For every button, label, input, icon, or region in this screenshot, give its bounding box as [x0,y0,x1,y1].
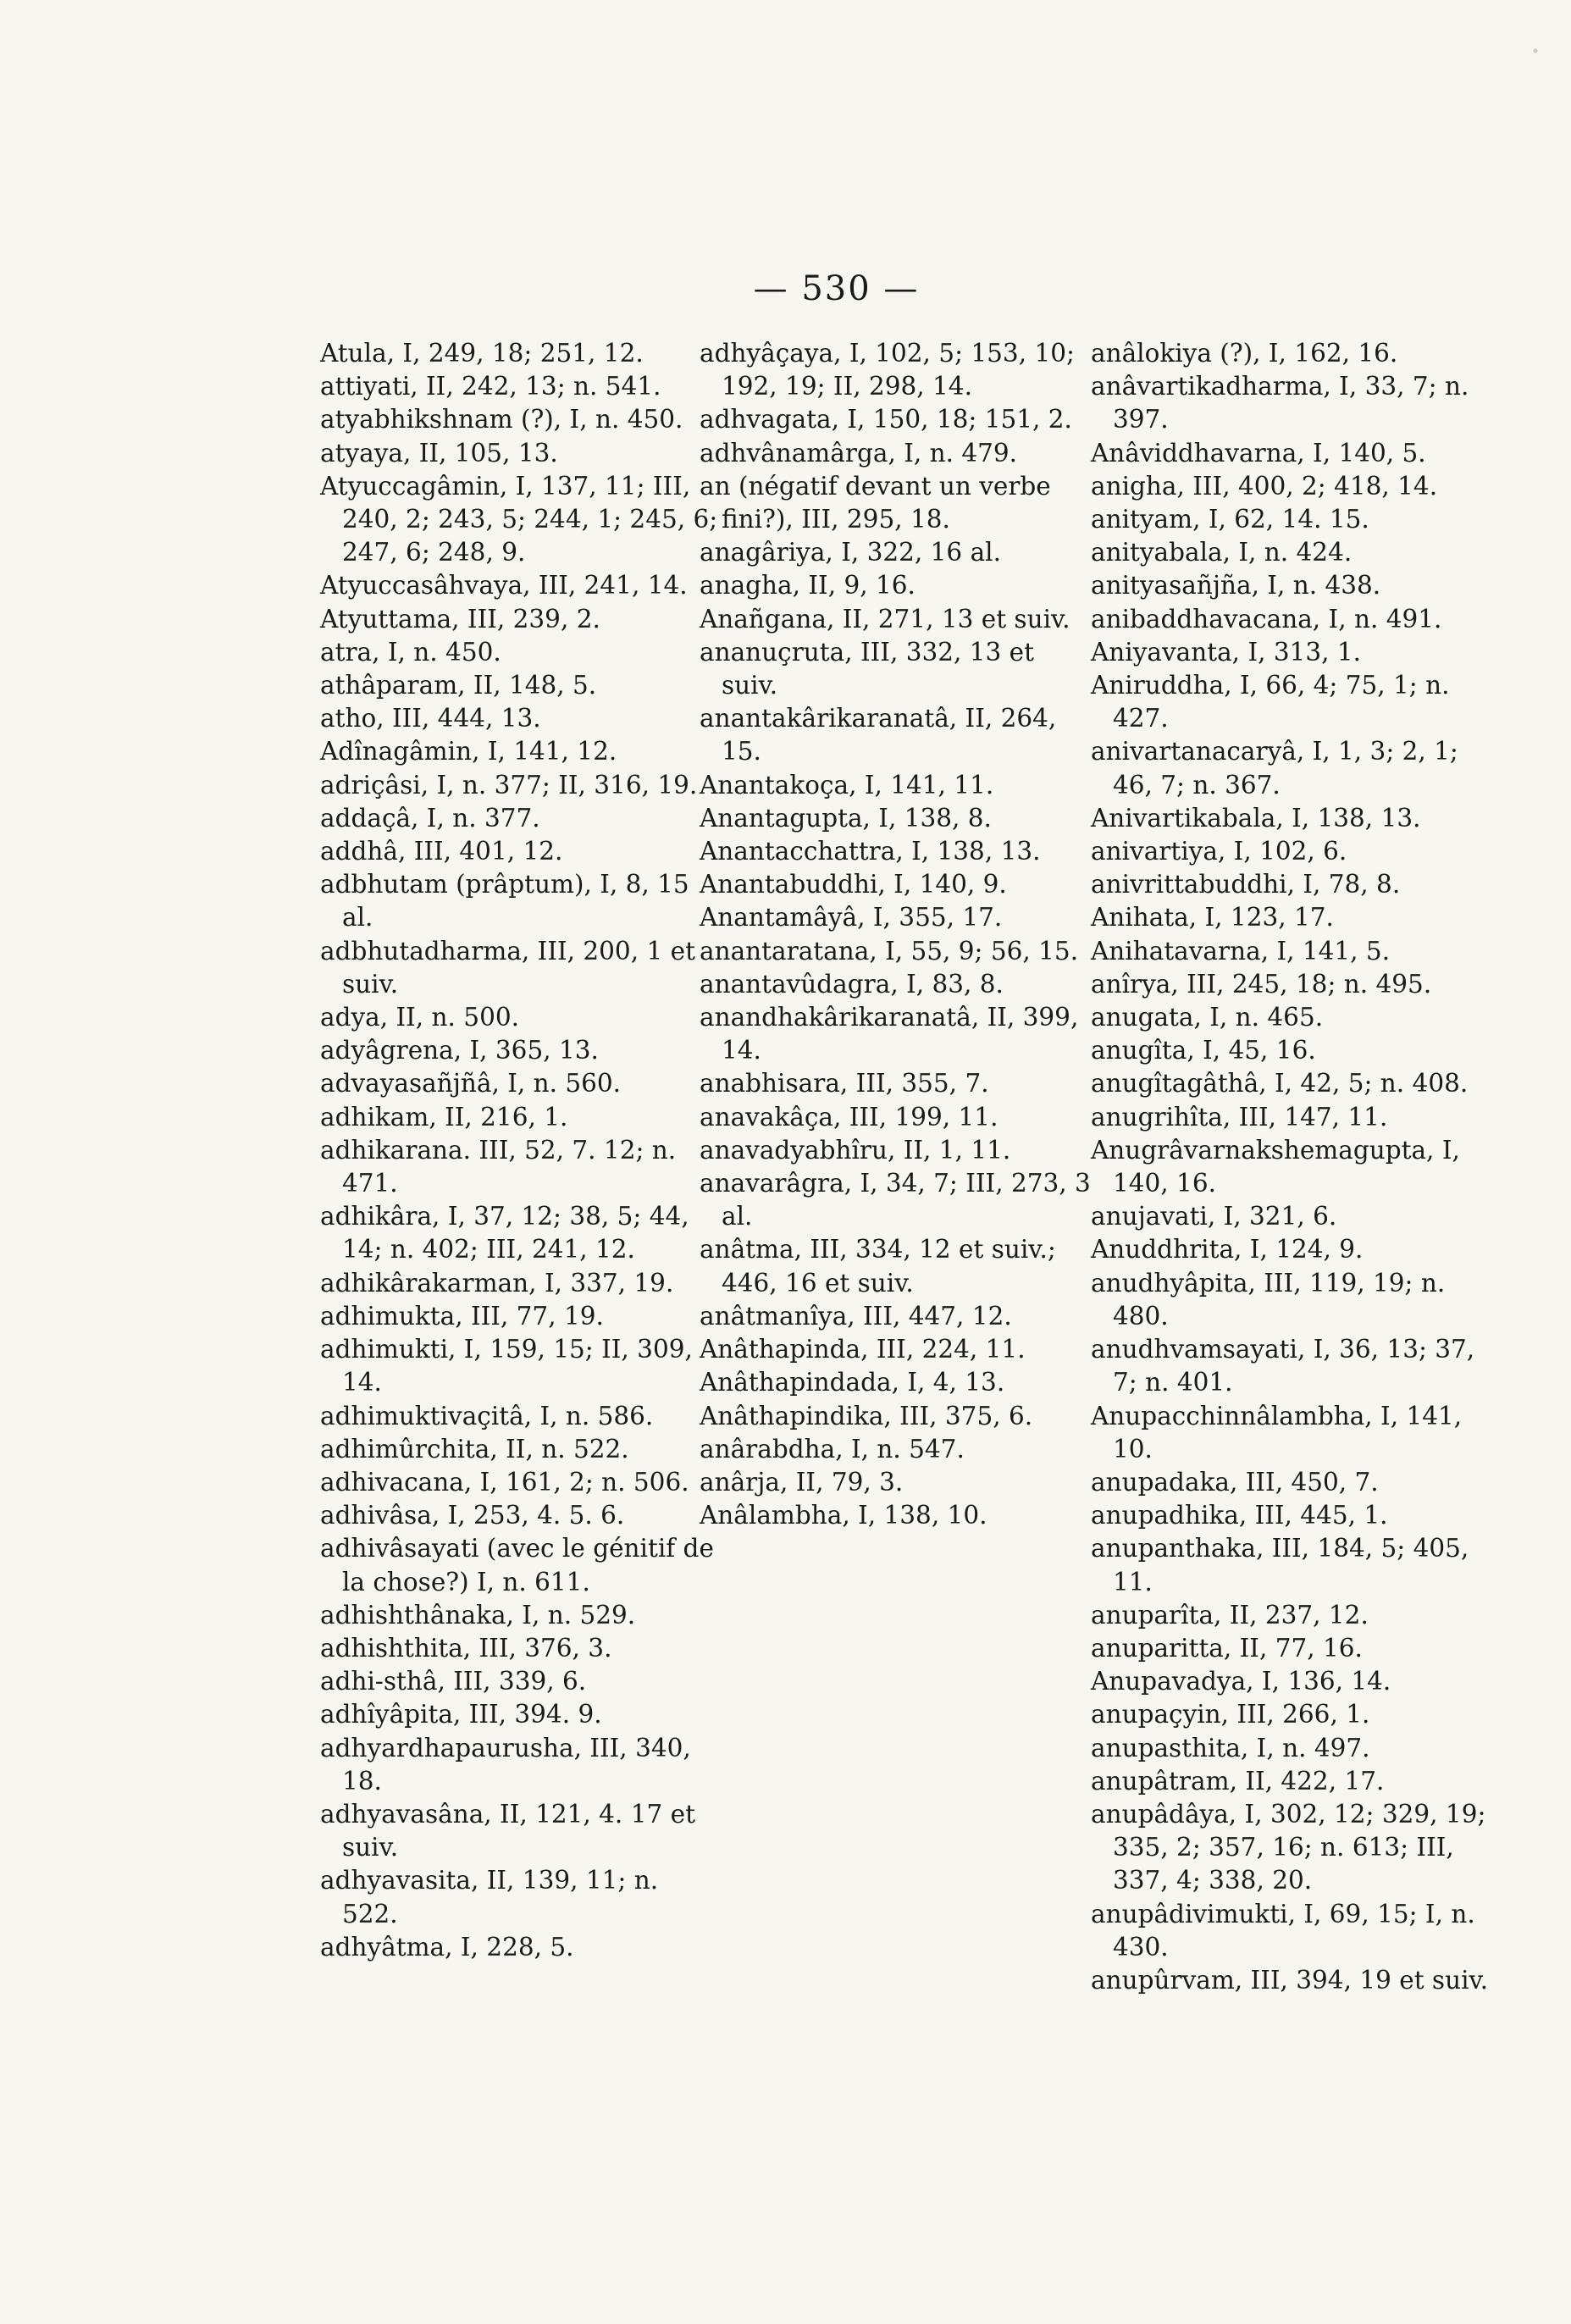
index-entry: Anantamâyâ, I, 355, 17. [700,903,1003,932]
index-entry: adhimukta, III, 77, 19. [320,1301,604,1331]
index-entry: anantakârikaranatâ, II, 264, 15. [700,704,1057,766]
index-entry: Anihata, I, 123, 17. [1091,903,1334,932]
index-entry: atyabhikshnam (?), I, n. 450. [320,405,683,434]
index-entry: Adînagâmin, I, 141, 12. [320,737,617,766]
index-entry: anavakâça, III, 199, 11. [700,1102,998,1132]
index-entry: adhyâtma, I, 228, 5. [320,1932,574,1962]
page-number: — 530 — [753,269,920,308]
index-entry: anupadaka, III, 450, 7. [1091,1467,1379,1497]
index-entry: adhikâra, I, 37, 12; 38, 5; 44, 14; n. 402; III, 241, 12. [320,1202,689,1264]
index-entry: Anâthapindika, III, 375, 6. [700,1401,1033,1430]
index-entry: adhikârakarman, I, 337, 19. [320,1268,674,1298]
index-entry: anagha, II, 9, 16. [700,571,915,600]
index-entry: Anupacchinnâlambha, I, 141, 10. [1091,1401,1463,1464]
index-entry: anupâtram, II, 422, 17. [1091,1766,1385,1796]
index-entry: anantavûdagra, I, 83, 8. [700,969,1004,999]
page-speckle [1452,0,1571,169]
index-entry: adhishthita, III, 376, 3. [320,1633,612,1663]
index-entry: Anivartikabala, I, 138, 13. [1091,803,1421,833]
index-entry: anibaddhavacana, I, n. 491. [1091,604,1442,634]
index-entry: adhimukti, I, 159, 15; II, 309, 14. [320,1335,693,1397]
index-entry: Anantakoça, I, 141, 11. [700,770,994,800]
index-entry: anupûrvam, III, 394, 19 et suiv. [1091,1965,1489,1995]
index-entry: adbhutam (prâptum), I, 8, 15 al. [320,870,689,932]
index-entry: adhyâçaya, I, 102, 5; 153, 10; 192, 19; II, 298, 14. [700,339,1075,401]
index-entry: anandhakârikaranatâ, II, 399, 14. [700,1003,1079,1065]
index-entry: Anâlambha, I, 138, 10. [700,1501,987,1530]
index-entry: anityabala, I, n. 424. [1091,538,1352,567]
index-entry: adhi-sthâ, III, 339, 6. [320,1667,587,1696]
index-entry: anujavati, I, 321, 6. [1091,1202,1337,1231]
index-entry: Anupavadya, I, 136, 14. [1091,1667,1391,1696]
index-entry: athâparam, II, 148, 5. [320,671,597,700]
index-entry: adhvagata, I, 150, 18; 151, 2. [700,405,1072,434]
index-entry: anudhyâpita, III, 119, 19; n. 480. [1091,1268,1446,1331]
index-entry: anugrihîta, III, 147, 11. [1091,1102,1388,1132]
index-entry: anigha, III, 400, 2; 418, 14. [1091,471,1438,501]
index-entry: adhishthânaka, I, n. 529. [320,1600,636,1630]
index-entry: anavadyabhîru, II, 1, 11. [700,1135,1011,1165]
index-entry: Aniruddha, I, 66, 4; 75, 1; n. 427. [1091,671,1450,733]
index-entry: anudhvamsayati, I, 36, 13; 37, 7; n. 401. [1091,1335,1475,1397]
index-entry: anîrya, III, 245, 18; n. 495. [1091,969,1432,999]
index-entry: anityam, I, 62, 14. 15. [1091,505,1369,534]
index-entry: anupasthita, I, n. 497. [1091,1733,1370,1762]
index-entry: anivartiya, I, 102, 6. [1091,837,1347,866]
index-entry: adhimuktivaçitâ, I, n. 586. [320,1401,654,1430]
index-entry: Aniyavanta, I, 313, 1. [1091,637,1362,667]
index-entry: Anihatavarna, I, 141, 5. [1091,936,1391,966]
index-entry: anugîta, I, 45, 16. [1091,1036,1316,1065]
index-entry: anavarâgra, I, 34, 7; III, 273, 3 al. [700,1169,1091,1231]
index-entry: anupâdivimukti, I, 69, 15; I, n. 430. [1091,1899,1475,1962]
index-entry: anâlokiya (?), I, 162, 16. [1091,339,1398,368]
index-entry: Anugrâvarnakshemagupta, I, 140, 16. [1091,1135,1460,1198]
index-entry: anâtmanîya, III, 447, 12. [700,1301,1012,1331]
index-entry: adhvânamârga, I, n. 479. [700,438,1018,468]
index-entry: attiyati, II, 242, 13; n. 541. [320,372,661,401]
index-entry: Anantagupta, I, 138, 8. [700,803,992,833]
index-entry: Atyuccagâmin, I, 137, 11; III, 240, 2; 243, 5; 244, 1; 245, 6; 247, 6; 248, 9. [320,471,718,567]
index-entry: adhivâsa, I, 253, 4. 5. 6. [320,1501,625,1530]
index-entry: anâtma, III, 334, 12 et suiv.; 446, 16 et suiv. [700,1235,1056,1298]
index-entry: anugata, I, n. 465. [1091,1003,1324,1032]
index-entry: adhyavasita, II, 139, 11; n. 522. [320,1866,659,1928]
index-entry: anuparitta, II, 77, 16. [1091,1633,1363,1663]
index-entry: adhimûrchita, II, n. 522. [320,1434,629,1464]
index-entry: Atyuttama, III, 239, 2. [320,604,600,634]
index-entry: Anâthapinda, III, 224, 11. [700,1335,1026,1364]
index-entry: Anuddhrita, I, 124, 9. [1091,1235,1364,1264]
index-entry: addhâ, III, 401, 12. [320,837,563,866]
index-entry: anupaçyin, III, 266, 1. [1091,1700,1370,1729]
index-entry: adhikam, II, 216, 1. [320,1102,568,1132]
index-entry: adhyavasâna, II, 121, 4. 17 et suiv. [320,1799,695,1862]
index-entry: adyâgrena, I, 365, 13. [320,1036,599,1065]
index-entry: adya, II, n. 500. [320,1003,519,1032]
index-entry: Anantacchattra, I, 138, 13. [700,837,1041,866]
index-column-2 [700,337,1098,1532]
index-column-3 [1091,337,1489,1997]
index-entry: addaçâ, I, n. 377. [320,803,540,833]
index-entry: anivartanacaryâ, I, 1, 3; 2, 1; 46, 7; n. 367. [1091,737,1458,800]
index-entry: atyaya, II, 105, 13. [320,438,558,468]
index-entry: adriçâsi, I, n. 377; II, 316, 19. [320,770,698,800]
index-entry: anârabdha, I, n. 547. [700,1434,965,1464]
index-entry: Anâviddhavarna, I, 140, 5. [1091,438,1426,468]
index-entry: anityasañjña, I, n. 438. [1091,571,1381,600]
index-column-1 [320,337,718,1964]
index-entry: ananuçruta, III, 332, 13 et suiv. [700,637,1034,700]
index-entry: anivrittabuddhi, I, 78, 8. [1091,870,1401,899]
index-entry: anupâdâya, I, 302, 12; 329, 19; 335, 2; 357, 16; n. 613; III, 337, 4; 338, 20. [1091,1799,1486,1895]
index-entry: adhivâsayati (avec le génitif de la chose?) I, n. 611. [320,1534,714,1596]
index-entry: Anañgana, II, 271, 13 et suiv. [700,604,1070,634]
index-entry: adhyardhapaurusha, III, 340, 18. [320,1733,691,1796]
index-entry: adhikarana. III, 52, 7. 12; n. 471. [320,1135,677,1198]
index-entry: adhivacana, I, 161, 2; n. 506. [320,1467,689,1497]
index-entry: anupadhika, III, 445, 1. [1091,1501,1388,1530]
index-entry: Anâthapindada, I, 4, 13. [700,1368,1005,1397]
index-entry: atra, I, n. 450. [320,637,501,667]
index-entry: anugîtagâthâ, I, 42, 5; n. 408. [1091,1069,1469,1098]
index-entry: anantaratana, I, 55, 9; 56, 15. [700,936,1079,966]
index-entry: anuparîta, II, 237, 12. [1091,1600,1369,1630]
index-entry: an (négatif devant un verbe fini?), III, 295, 18. [700,471,1051,534]
index-entry: adhîyâpita, III, 394. 9. [320,1700,602,1729]
index-entry: anupanthaka, III, 184, 5; 405, 11. [1091,1534,1469,1596]
index-entry: Anantabuddhi, I, 140, 9. [700,870,1007,899]
index-entry: anâvartikadharma, I, 33, 7; n. 397. [1091,372,1469,434]
index-entry: adbhutadharma, III, 200, 1 et suiv. [320,936,695,999]
index-entry: anabhisara, III, 355, 7. [700,1069,989,1098]
index-entry: anârja, II, 79, 3. [700,1467,904,1497]
index-entry: Atyuccasâhvaya, III, 241, 14. [320,571,688,600]
index-entry: anagâriya, I, 322, 16 al. [700,538,1001,567]
index-entry: Atula, I, 249, 18; 251, 12. [320,339,644,368]
index-entry: advayasañjñâ, I, n. 560. [320,1069,622,1098]
index-entry: atho, III, 444, 13. [320,704,541,733]
